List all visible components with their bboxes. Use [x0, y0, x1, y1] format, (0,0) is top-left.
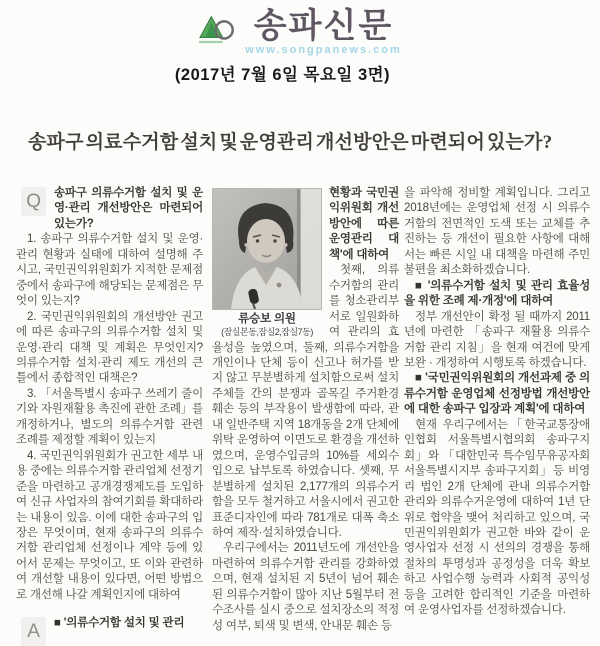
answer-section1-title-start: ■ '의류수거함 설치 및 관리	[54, 617, 185, 630]
answer-section1-title-end: 현황과 국민권익위원회 개선방안에 따른 운영관리 대책'에 대하여	[329, 187, 399, 261]
article-headline: 송파구 의료수거함 설치 및 운영관리 개선방안은 마련되어 있는가?	[28, 132, 553, 153]
question-item: 4. 국민권익위원회가 권고한 세부 내용 중에는 의류수거함 관리업체 선정기준을 마련하고 공개경쟁제도를 도입하여 신규 사업자의 참여기회를 확대하라는 내용이 있음. 이에 대한 송파구의 입장은 무엇이며, 현재 송파구의 의류수거함 관리업체 선정이나 계약 등에 있어서 문제는 무엇이고, 또 이와 관련하여 개선할 내용이 있다면, 어떤 방법으로 개선해 나갈 계획인지에 대하여	[16, 449, 203, 601]
question-marker: Q	[21, 187, 46, 216]
answer-block-start	[16, 616, 203, 643]
article-column-3	[404, 186, 590, 628]
answer-section3-title: ■ '국민권익위원회의 개선과제 중 의류수거함 운영업체 선정방법 개선방안에 대한 송파구 입장과 계획'에 대하여	[404, 372, 590, 416]
article-column-1	[16, 186, 203, 643]
portrait-photo	[212, 188, 322, 310]
article-column-2	[212, 186, 399, 632]
newspaper-title: 송파신문	[253, 7, 394, 45]
answer-paragraph: 정부 개선안이 확정 될 때까지 2011년에 마련한 「송파구 재활용 의류수거함 관리 지침」을 현재 여건에 맞게 보완 · 개정하여 시행토록 하겠습니다.	[404, 310, 590, 369]
answer-paragraph: 첫째, 의류수거함의 관리를 청소관리부서로 일원화하여 관리의 효율성을 높였으며, 둘째, 의류수거함을 개인이나 단체 등이 신고나 허가를 받지 않고 무분별하게 설치함으로써 설치주체들 간의 분쟁과 골목길 주거환경 훼손 등의 부작용이 발생함에 따라, 관내 일반주택 지역 18개동을 2개 단체에 위탁 운영하여 이면도로 환경을 개선하였으며, 운영수입금의 10%를 세외수입으로 납부토록 하였습니다. 셋째, 무분별하게 설치된 2,177개의 의류수거함을 모두 철거하고 서울시에서 권고한 표준디자인에 따라 781개로 대폭 축소하여 제작·설치하였습니다.	[212, 264, 399, 539]
question-block	[16, 186, 203, 232]
question-lead: 송파구 의류수거함 설치 및 운영·관리 개선방안은 마련되어 있는가?	[54, 187, 203, 230]
question-item: 2. 국민권익위원회의 개선방안 권고에 따른 송파구의 의류수거함 설치 및 운영·관리 대책 및 계획은 무엇인지? 의류수거함 설치·관리 제도 개선의 큰 틀에서 종합적인 대책은?	[16, 310, 203, 385]
photo-caption-districts: (잠실본동,잠실2,잠실7동)	[221, 327, 313, 337]
dateline: (2017년 7월 6일 목요일 3면)	[174, 66, 391, 84]
songpa-mountain-logo-icon	[198, 12, 236, 46]
answer-paragraph: 을 파악해 정비할 계획입니다. 그리고 2018년에는 운영업체 선정 시 의류수거함의 전면적인 도색 또는 교체를 추진하는 등 개선이 필요한 사항에 대해서는 빠른 시일 내 대책을 마련해 주민불편을 최소화하겠습니다.	[404, 187, 590, 277]
question-item: 1. 송파구 의류수거함 설치 및 운영·관리 현황과 실태에 대하여 설명해 주시고, 국민권익위원회가 지적한 문제점 중에서 송파구에 해당되는 문제점은 무엇이 있는지?	[16, 233, 203, 308]
answer-paragraph: 우리구에서는 2011년도에 개선안을 마련하여 의류수거함 관리를 강화하였으며, 현재 설치된 지 5년이 넘어 훼손된 의류수거함이 많아 지난 5월부터 전수조사를 실시 중으로 설치장소의 적정성 여부, 퇴색 및 변색, 안내문 훼손 등	[212, 542, 399, 632]
answer-paragraph: 현재 우리구에서는「한국교통장애인협회 서울특별시협의회 송파구지회」와 「대한민국 특수임무유공자회 서울특별시지부 송파구지회」등 비영리 법인 2개 단체에 관내 의류수거함 관리와 의류수거운영에 대하여 1년 단위로 협약을 맺어 처리하고 있으며, 국민권익위원회가 권고한 바와 같이 운영사업자 선정 시 선의의 경쟁을 통해 절차의 투명성과 공정성을 더욱 확보하고 사업수행 능력과 사회적 공익성 등을 고려한 합리적인 기준을 마련하여 운영사업자를 선정하겠습니다.	[404, 418, 590, 617]
question-item: 3. 「서울특별시 송파구 쓰레기 줄이기와 자원재활용 촉진에 관한 조례」를 개정하거나, 별도의 의류수거함 관련 조례를 제정할 계획이 있는지	[16, 387, 203, 447]
answer-section2-title: ■ '의류수거함 설치 및 관리 효율성을 위한 조례 제·개정'에 대하여	[404, 279, 590, 308]
photo-caption-name: 류승보 의원	[238, 313, 296, 325]
portrait-photo-block	[212, 188, 322, 338]
newspaper-url: www.songpanews.com	[245, 44, 402, 56]
answer-marker: A	[21, 617, 46, 646]
masthead	[0, 8, 600, 56]
